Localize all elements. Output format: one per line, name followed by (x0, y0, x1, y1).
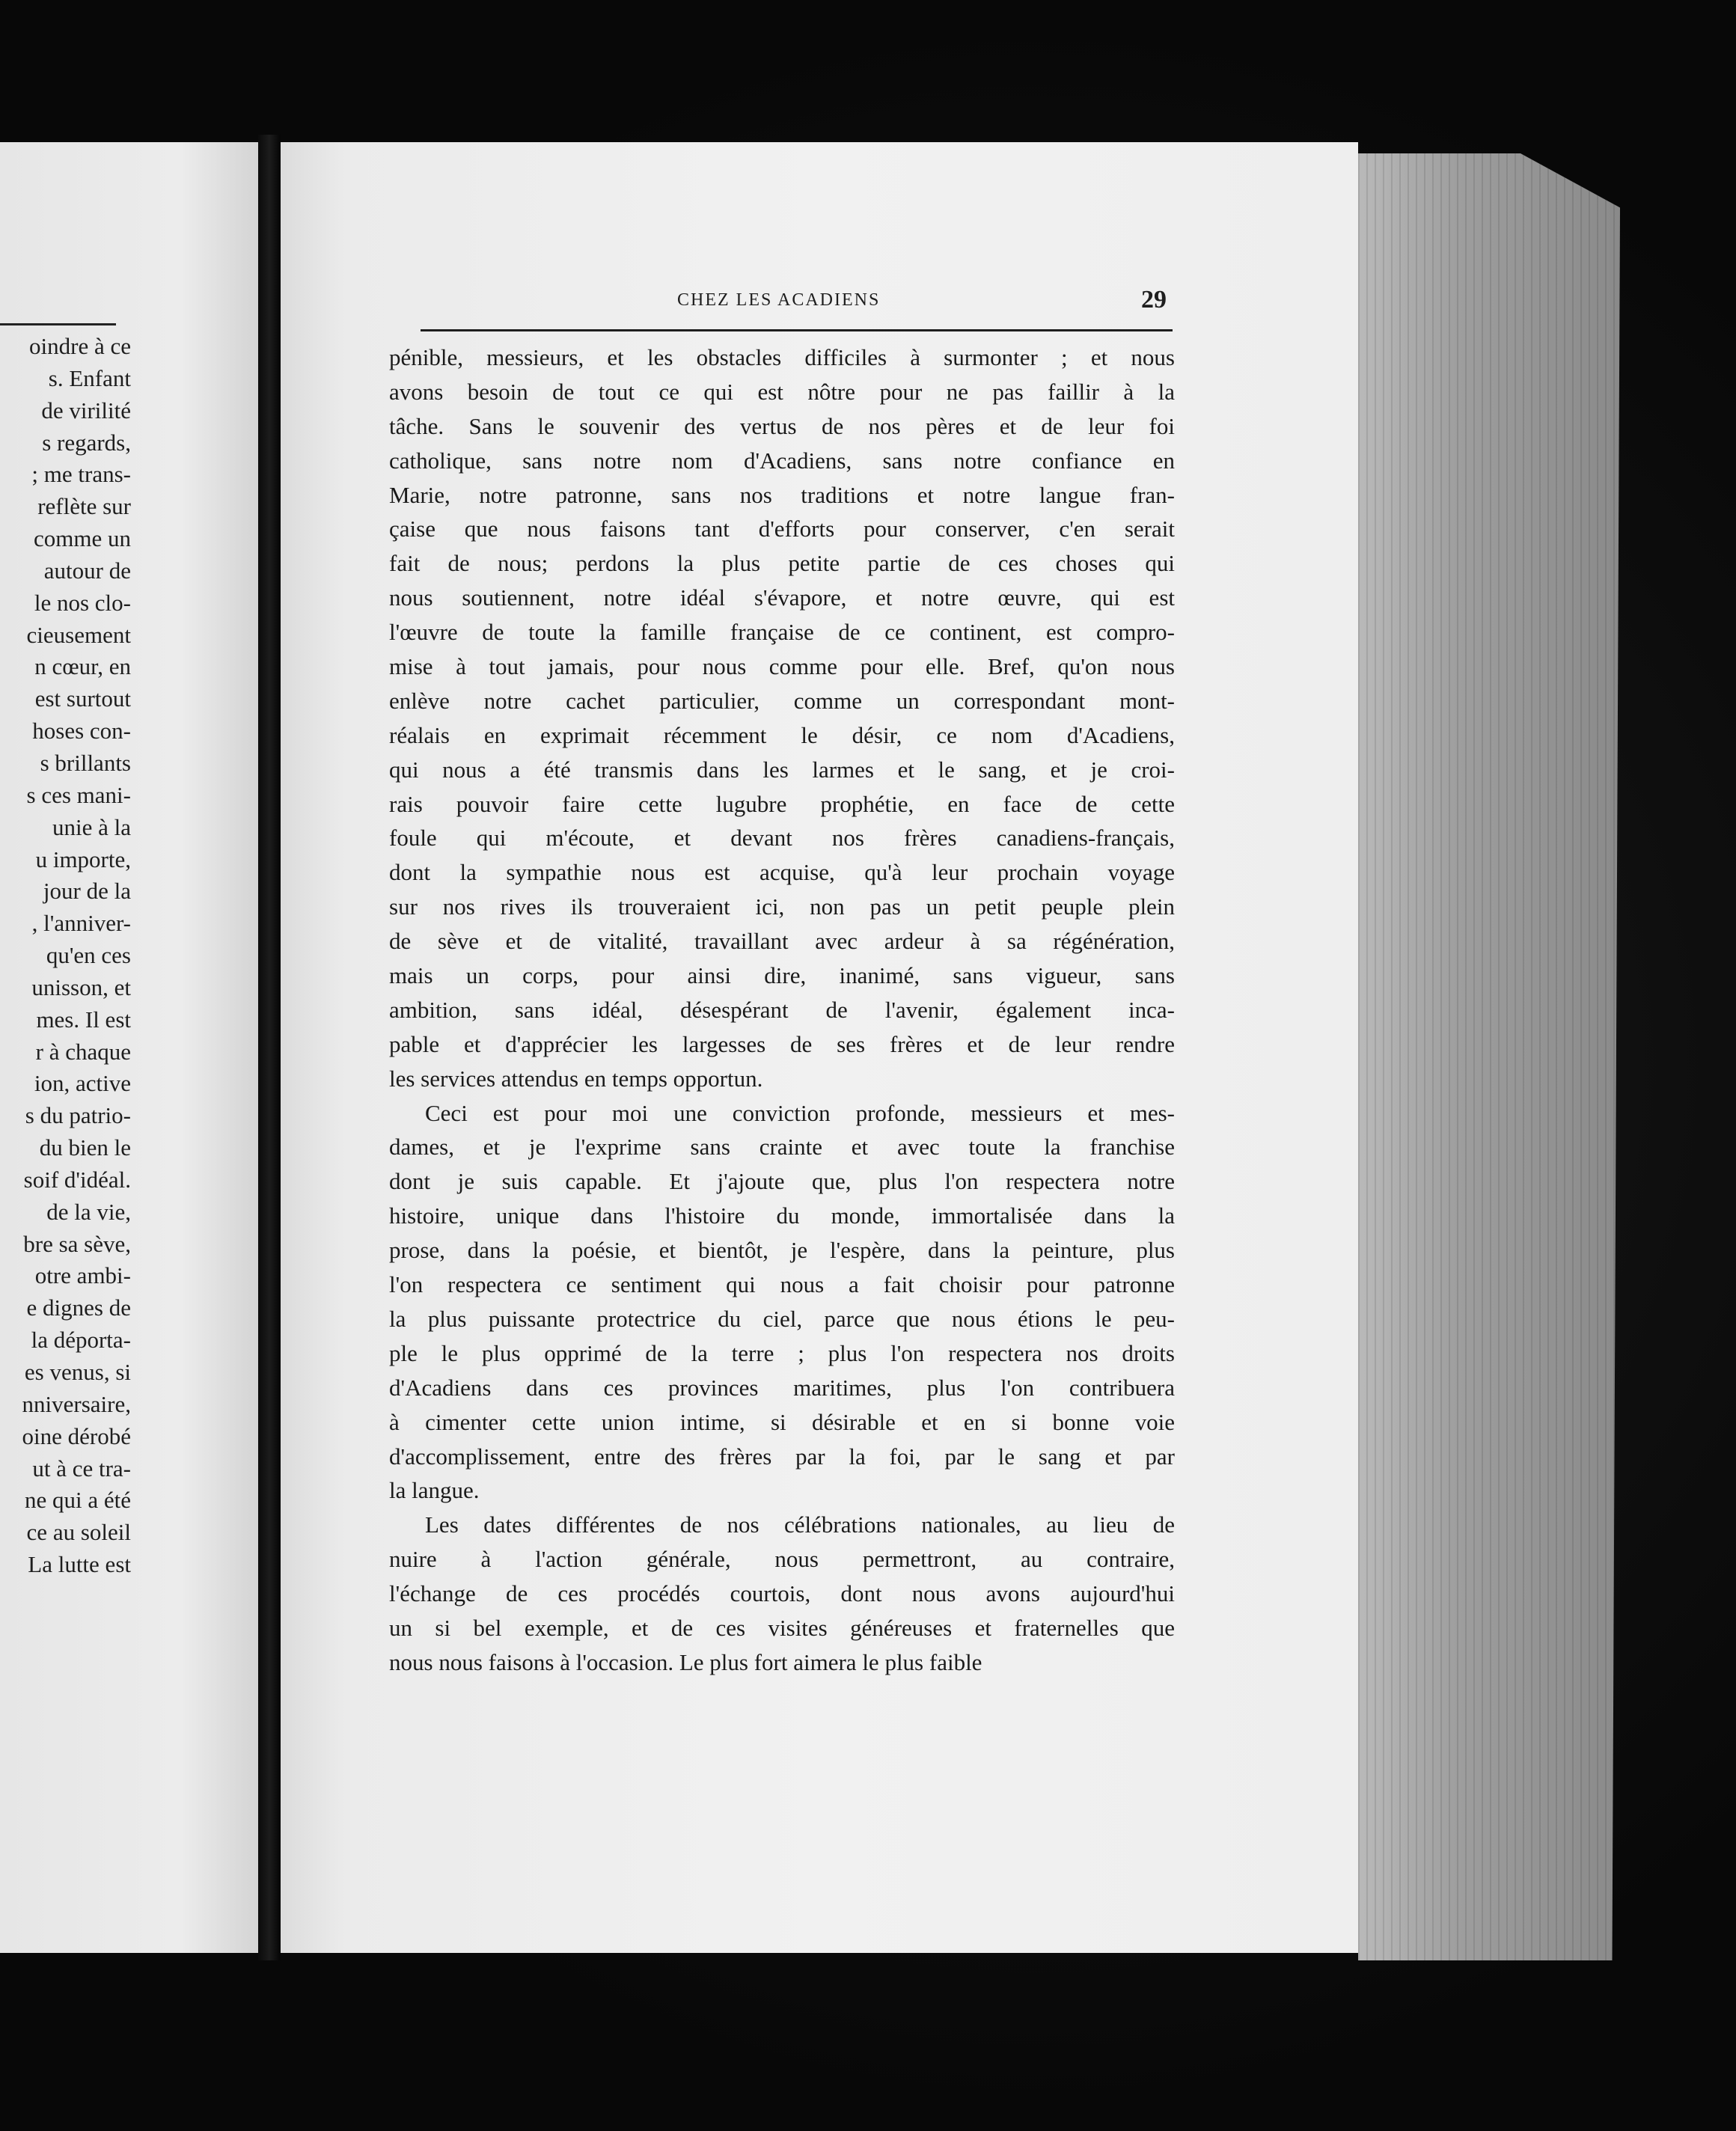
book-gutter (258, 135, 281, 1960)
text-line: Les dates différentes de nos célébrations nationales, au lieu de (425, 1511, 1175, 1538)
text-line: pable et d'apprécier les largesses de ses frères et de leur rendre (389, 1030, 1175, 1057)
text-line: mais un corps, pour ainsi dire, inanimé, sans vigueur, sans (389, 962, 1175, 989)
left-page-line: s. Enfant (48, 364, 131, 391)
page-number: 29 (1141, 286, 1167, 314)
text-line: d'Acadiens dans ces provinces maritimes, plus l'on contribuera (389, 1374, 1175, 1401)
left-page-line: u importe, (35, 846, 131, 872)
text-line: ple le plus opprimé de la terre ; plus l'on respectera nos droits (389, 1339, 1175, 1366)
text-line: réalais en exprimait récemment le désir, ce nom d'Acadiens, (389, 721, 1175, 748)
text-line: sur nos rives ils trouveraient ici, non pas un petit peuple plein (389, 893, 1175, 920)
page-body (389, 340, 1175, 1680)
left-page-line: la déporta- (31, 1327, 131, 1354)
left-page-line: , l'anniver- (31, 910, 131, 937)
text-line: nous soutiennent, notre idéal s'évapore, et notre œuvre, qui est (389, 584, 1175, 611)
text-line: dont la sympathie nous est acquise, qu'à leur prochain voyage (389, 859, 1175, 886)
text-line: dames, et je l'exprime sans crainte et avec toute la franchise (389, 1134, 1175, 1161)
left-page-line: s ces mani- (26, 781, 131, 808)
text-line: fait de nous; perdons la plus petite partie de ces choses qui (389, 550, 1175, 577)
header-rule (421, 329, 1173, 331)
text-line: la langue. (389, 1477, 480, 1504)
left-header-rule (0, 323, 116, 325)
right-page (281, 142, 1358, 1953)
text-line: çaise que nous faisons tant d'efforts pour conserver, c'en serait (389, 516, 1175, 542)
left-page (0, 142, 258, 1953)
text-line: pénible, messieurs, et les obstacles difficiles à surmonter ; et nous (389, 344, 1175, 370)
left-page-line: e dignes de (26, 1294, 131, 1321)
left-page-line: n cœur, en (34, 653, 131, 680)
text-line: qui nous a été transmis dans les larmes et le sang, et je croi- (389, 756, 1175, 783)
left-page-line: jour de la (43, 878, 131, 905)
running-head: CHEZ LES ACADIENS (677, 290, 881, 310)
left-page-line: s brillants (40, 749, 131, 776)
paragraph (389, 1508, 1175, 1679)
text-line: ambition, sans idéal, désespérant de l'avenir, également inca- (389, 996, 1175, 1023)
text-line: de sève et de vitalité, travaillant avec ardeur à sa régénération, (389, 928, 1175, 955)
left-page-text (0, 331, 131, 1581)
left-page-line: cieusement (26, 621, 131, 648)
text-line: enlève notre cachet particulier, comme un correspondant mont- (389, 687, 1175, 714)
left-page-line: La lutte est (28, 1551, 131, 1578)
left-page-line: reflète sur (37, 493, 131, 520)
text-line: l'œuvre de toute la famille française de ce continent, est compro- (389, 619, 1175, 646)
left-page-line: oindre à ce (29, 333, 131, 359)
left-page-line: s regards, (42, 429, 131, 456)
text-line: Marie, notre patronne, sans nos traditions et notre langue fran- (389, 481, 1175, 508)
text-line: l'on respectera ce sentiment qui nous a fait choisir pour patronne (389, 1271, 1175, 1298)
left-page-line: comme un (34, 525, 131, 552)
left-page-line: de la vie, (46, 1198, 131, 1225)
text-line: mise à tout jamais, pour nous comme pour elle. Bref, qu'on nous (389, 653, 1175, 680)
left-page-line: est surtout (34, 685, 131, 712)
left-page-line: hoses con- (32, 718, 131, 745)
left-page-line: unie à la (52, 813, 131, 840)
left-page-line: du bien le (39, 1134, 131, 1161)
text-line: foule qui m'écoute, et devant nos frères canadiens-français, (389, 825, 1175, 852)
page-header (281, 286, 1358, 328)
text-line: nous nous faisons à l'occasion. Le plus fort aimera le plus faible (389, 1648, 982, 1675)
paragraph (389, 340, 1175, 1096)
text-line: d'accomplissement, entre des frères par la foi, par le sang et par (389, 1443, 1175, 1470)
left-page-line: ; me trans- (31, 461, 131, 488)
left-page-line: ne qui a été (24, 1487, 131, 1514)
left-page-line: es venus, si (24, 1359, 131, 1385)
left-page-line: otre ambi- (34, 1262, 131, 1289)
left-page-line: ut à ce tra- (32, 1455, 131, 1482)
text-line: dont je suis capable. Et j'ajoute que, plus l'on respectera notre (389, 1168, 1175, 1195)
left-page-line: ion, active (34, 1070, 131, 1097)
book-fore-edge (1358, 153, 1620, 1960)
text-line: tâche. Sans le souvenir des vertus de nos pères et de leur foi (389, 412, 1175, 439)
left-page-line: autour de (43, 557, 131, 584)
text-line: nuire à l'action générale, nous permettront, au contraire, (389, 1546, 1175, 1573)
left-page-line: bre sa sève, (23, 1230, 131, 1257)
left-page-line: mes. Il est (36, 1006, 131, 1033)
text-line: l'échange de ces procédés courtois, dont nous avons aujourd'hui (389, 1580, 1175, 1607)
left-page-line: de virilité (41, 397, 131, 424)
text-line: prose, dans la poésie, et bientôt, je l'espère, dans la peinture, plus (389, 1237, 1175, 1264)
text-line: un si bel exemple, et de ces visites généreuses et fraternelles que (389, 1614, 1175, 1641)
left-page-line: nniversaire, (22, 1390, 131, 1417)
left-page-line: le nos clo- (34, 589, 131, 616)
text-line: rais pouvoir faire cette lugubre prophétie, en face de cette (389, 790, 1175, 817)
left-page-line: unisson, et (31, 973, 131, 1000)
text-line: la plus puissante protectrice du ciel, parce que nous étions le peu- (389, 1305, 1175, 1332)
left-page-line: s du patrio- (25, 1102, 131, 1129)
left-page-line: qu'en ces (46, 942, 131, 969)
text-line: catholique, sans notre nom d'Acadiens, sans notre confiance en (389, 447, 1175, 474)
text-line: Ceci est pour moi une conviction profonde, messieurs et mes- (425, 1099, 1175, 1126)
left-page-line: soif d'idéal. (23, 1166, 131, 1193)
paragraph (389, 1096, 1175, 1508)
left-page-line: r à chaque (35, 1038, 131, 1065)
text-line: à cimenter cette union intime, si désirable et en si bonne voie (389, 1408, 1175, 1435)
text-line: avons besoin de tout ce qui est nôtre pour ne pas faillir à la (389, 378, 1175, 405)
left-page-line: ce au soleil (26, 1519, 131, 1546)
text-line: les services attendus en temps opportun. (389, 1065, 763, 1092)
left-page-line: oine dérobé (22, 1422, 131, 1449)
text-line: histoire, unique dans l'histoire du monde, immortalisée dans la (389, 1202, 1175, 1229)
